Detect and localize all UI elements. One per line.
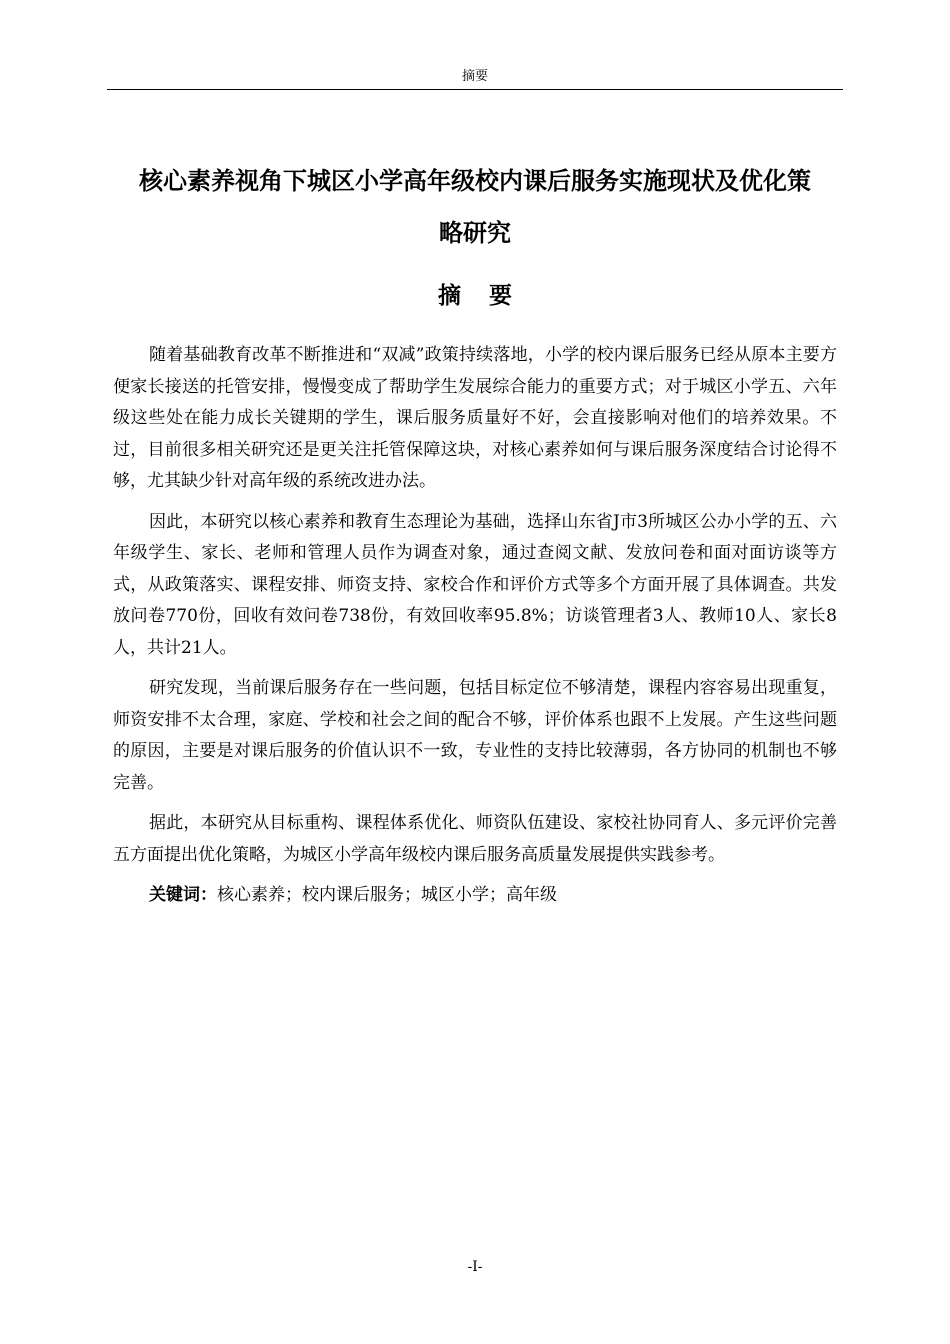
abstract-heading: 摘要 (438, 283, 540, 309)
paper-title-line-1: 核心素养视角下城区小学高年级校内课后服务实施现状及优化策 (139, 167, 811, 195)
running-header: 摘要 (461, 69, 488, 84)
paper-title (107, 155, 843, 259)
keywords-text: 核心素养；校内课后服务；城区小学；高年级 (217, 885, 557, 905)
abstract-body (113, 340, 837, 921)
header-divider (107, 89, 843, 90)
keywords-label: 关键词： (149, 885, 217, 905)
keywords-line (113, 880, 837, 912)
paper-title-line-2: 略研究 (439, 219, 511, 247)
abstract-paragraph-1: 随着基础教育改革不断推进和“双减”政策持续落地，小学的校内课后服务已经从原本主要方便家长接送的托管安排，慢慢变成了帮助学生发展综合能力的重要方式；对于城区小学五、六年级这些处在能力成长关键期的学生，课后服务质量好不好，会直接影响对他们的培养效果。不过，目前很多相关研究还是更关注托管保障这块，对核心素养如何与课后服务深度结合讨论得不够，尤其缺少针对高年级的系统改进办法。 (113, 345, 837, 491)
abstract-paragraph-2: 因此，本研究以核心素养和教育生态理论为基础，选择山东省J市3所城区公办小学的五、六年级学生、家长、老师和管理人员作为调查对象，通过查阅文献、发放问卷和面对面访谈等方式，从政策落实、课程安排、师资支持、家校合作和评价方式等多个方面开展了具体调查。共发放问卷770份，回收有效问卷738份，有效回收率95.8%；访谈管理者3人、教师10人、家长8人，共计21人。 (113, 511, 837, 658)
abstract-paragraph-4: 据此，本研究从目标重构、课程体系优化、师资队伍建设、家校社协同育人、多元评价完善五方面提出优化策略，为城区小学高年级校内课后服务高质量发展提供实践参考。 (113, 813, 837, 865)
page-number: -I- (467, 1259, 483, 1275)
abstract-paragraph-3: 研究发现，当前课后服务存在一些问题，包括目标定位不够清楚，课程内容容易出现重复，师资安排不太合理，家庭、学校和社会之间的配合不够，评价体系也跟不上发展。产生这些问题的原因，主要是对课后服务的价值认识不一致，专业性的支持比较薄弱，各方协同的机制也不够完善。 (113, 678, 837, 793)
